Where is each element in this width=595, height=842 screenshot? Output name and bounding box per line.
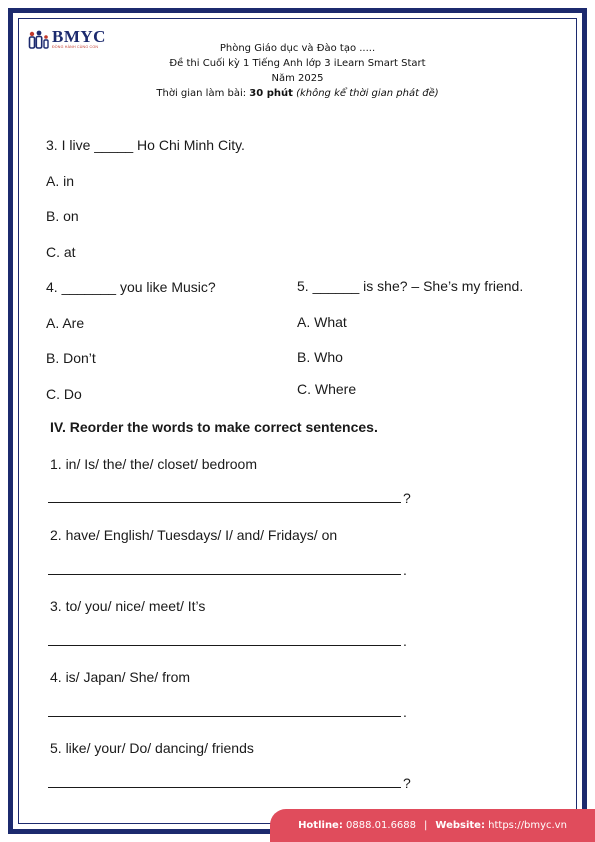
question-4-option-b: B. Don’t	[46, 350, 96, 366]
question-3-option-c: C. at	[46, 244, 76, 260]
header-year: Năm 2025	[271, 73, 324, 84]
question-5-option-b: B. Who	[297, 349, 343, 365]
reorder-item-5-answer-line[interactable]	[48, 775, 411, 791]
reorder-item-2-answer-line[interactable]	[48, 562, 407, 578]
reorder-item-1-prompt: 1. in/ Is/ the/ the/ closet/ bedroom	[50, 456, 257, 472]
reorder-item-4-prompt: 4. is/ Japan/ She/ from	[50, 669, 191, 685]
question-4-option-a: A. Are	[46, 315, 85, 331]
question-3-stem: 3. I live _____ Ho Chi Minh City.	[46, 137, 245, 153]
answer-line[interactable]	[48, 501, 401, 503]
question-5-option-c: C. Where	[297, 381, 357, 397]
time-value: 30 phút	[249, 88, 293, 99]
hotline-number[interactable]: 0888.01.6688	[346, 820, 417, 831]
end-punctuation: .	[403, 704, 407, 720]
question-5-stem: 5. ______ is she? – She’s my friend.	[297, 278, 524, 294]
question-3-option-b: B. on	[46, 208, 79, 224]
end-punctuation: .	[403, 562, 407, 578]
answer-line[interactable]	[48, 573, 401, 575]
answer-line[interactable]	[48, 715, 401, 717]
website-label: Website:	[435, 820, 485, 831]
section-4-title: IV. Reorder the words to make correct sentences.	[50, 419, 378, 435]
logo-tagline: ĐỒNG HÀNH CÙNG CON	[52, 45, 99, 49]
answer-line[interactable]	[48, 644, 401, 646]
question-5-option-a: A. What	[297, 314, 347, 330]
header-time	[100, 86, 495, 101]
logo	[28, 28, 106, 50]
reorder-item-2-prompt: 2. have/ English/ Tuesdays/ I/ and/ Fridays/ on	[50, 527, 338, 543]
reorder-item-3-answer-line[interactable]	[48, 633, 407, 649]
reorder-item-1-answer-line[interactable]	[48, 490, 411, 506]
end-punctuation: ?	[403, 775, 411, 791]
end-punctuation: ?	[403, 490, 411, 506]
exam-header	[100, 41, 495, 101]
time-note: (không kể thời gian phát đề)	[296, 88, 439, 99]
reorder-item-4-answer-line[interactable]	[48, 704, 407, 720]
end-punctuation: .	[403, 633, 407, 649]
family-icon	[28, 28, 50, 50]
answer-line[interactable]	[48, 786, 401, 788]
hotline-label: Hotline:	[298, 820, 343, 831]
website-link[interactable]: https://bmyc.vn	[488, 820, 567, 831]
footer-separator: |	[424, 820, 428, 831]
header-exam-title: Đề thi Cuối kỳ 1 Tiếng Anh lớp 3 iLearn Smart Start	[169, 58, 426, 69]
header-department: Phòng Giáo dục và Đào tạo .....	[219, 43, 376, 54]
reorder-item-5-prompt: 5. like/ your/ Do/ dancing/ friends	[50, 740, 254, 756]
question-4-stem: 4. _______ you like Music?	[46, 279, 216, 295]
contact-footer	[270, 809, 595, 842]
logo-brand: BMYC	[52, 27, 106, 46]
question-3-option-a: A. in	[46, 173, 75, 189]
question-4-option-c: C. Do	[46, 386, 82, 402]
time-label: Thời gian làm bài:	[156, 88, 250, 99]
reorder-item-3-prompt: 3. to/ you/ nice/ meet/ It’s	[50, 598, 206, 614]
